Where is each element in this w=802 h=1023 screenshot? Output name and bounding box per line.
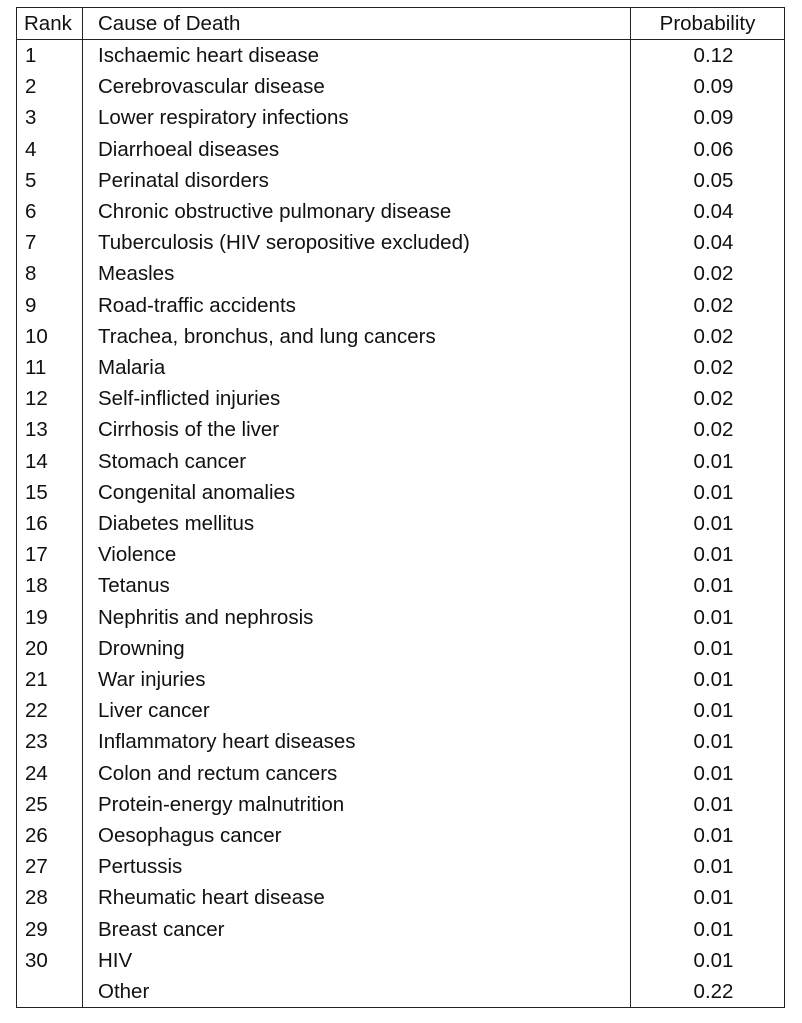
table-row	[17, 227, 785, 258]
probability-cell: 0.04	[631, 227, 785, 258]
cause-cell: Pertussis	[83, 851, 631, 882]
cause-cell: Measles	[83, 258, 631, 289]
cause-cell: Diabetes mellitus	[83, 508, 631, 539]
rank-cell: 19	[17, 602, 83, 633]
table-row	[17, 726, 785, 757]
probability-cell: 0.01	[631, 726, 785, 757]
table-row	[17, 321, 785, 352]
rank-cell: 18	[17, 570, 83, 601]
probability-cell: 0.02	[631, 383, 785, 414]
probability-cell: 0.01	[631, 602, 785, 633]
rank-cell: 3	[17, 102, 83, 133]
rank-cell: 29	[17, 914, 83, 945]
probability-cell: 0.01	[631, 695, 785, 726]
table-row	[17, 633, 785, 664]
cause-cell: Lower respiratory infections	[83, 102, 631, 133]
table-row	[17, 446, 785, 477]
rank-cell: 21	[17, 664, 83, 695]
table-row	[17, 976, 785, 1008]
cause-cell: Stomach cancer	[83, 446, 631, 477]
rank-cell: 28	[17, 882, 83, 913]
table-row	[17, 102, 785, 133]
table-row	[17, 352, 785, 383]
cause-cell: Oesophagus cancer	[83, 820, 631, 851]
rank-cell: 20	[17, 633, 83, 664]
rank-cell: 17	[17, 539, 83, 570]
rank-cell: 11	[17, 352, 83, 383]
probability-cell: 0.06	[631, 134, 785, 165]
table-body	[17, 40, 785, 1008]
rank-cell: 1	[17, 40, 83, 72]
table-row	[17, 664, 785, 695]
table-row	[17, 40, 785, 72]
rank-cell: 2	[17, 71, 83, 102]
table-row	[17, 477, 785, 508]
cause-cell: Drowning	[83, 633, 631, 664]
table-row	[17, 508, 785, 539]
probability-cell: 0.01	[631, 758, 785, 789]
cause-cell: Perinatal disorders	[83, 165, 631, 196]
probability-cell: 0.02	[631, 290, 785, 321]
column-header-cause: Cause of Death	[83, 8, 631, 40]
cause-cell: Nephritis and nephrosis	[83, 602, 631, 633]
cause-cell: Diarrhoeal diseases	[83, 134, 631, 165]
table-row	[17, 414, 785, 445]
cause-cell: Colon and rectum cancers	[83, 758, 631, 789]
probability-cell: 0.01	[631, 633, 785, 664]
rank-cell: 25	[17, 789, 83, 820]
cause-cell: Liver cancer	[83, 695, 631, 726]
probability-cell: 0.01	[631, 820, 785, 851]
probability-cell: 0.12	[631, 40, 785, 72]
table-row	[17, 165, 785, 196]
table-row	[17, 882, 785, 913]
rank-cell: 9	[17, 290, 83, 321]
probability-cell: 0.02	[631, 414, 785, 445]
cause-cell: Breast cancer	[83, 914, 631, 945]
cause-cell: Other	[83, 976, 631, 1008]
probability-cell: 0.01	[631, 664, 785, 695]
probability-cell: 0.02	[631, 258, 785, 289]
table-row	[17, 602, 785, 633]
rank-cell: 8	[17, 258, 83, 289]
cause-cell: Tetanus	[83, 570, 631, 601]
rank-cell: 26	[17, 820, 83, 851]
table-row	[17, 758, 785, 789]
rank-cell: 7	[17, 227, 83, 258]
rank-cell: 15	[17, 477, 83, 508]
cause-cell: Protein-energy malnutrition	[83, 789, 631, 820]
probability-cell: 0.01	[631, 539, 785, 570]
rank-cell: 6	[17, 196, 83, 227]
rank-cell: 5	[17, 165, 83, 196]
cause-cell: Malaria	[83, 352, 631, 383]
cause-cell: Violence	[83, 539, 631, 570]
probability-cell: 0.01	[631, 789, 785, 820]
table-row	[17, 134, 785, 165]
table-row	[17, 196, 785, 227]
table-header	[17, 8, 785, 40]
column-header-rank: Rank	[17, 8, 83, 40]
cause-cell: Tuberculosis (HIV seropositive excluded)	[83, 227, 631, 258]
header-row	[17, 8, 785, 40]
rank-cell: 13	[17, 414, 83, 445]
cause-cell: Congenital anomalies	[83, 477, 631, 508]
probability-cell: 0.09	[631, 71, 785, 102]
probability-cell: 0.01	[631, 914, 785, 945]
probability-cell: 0.01	[631, 570, 785, 601]
rank-cell: 23	[17, 726, 83, 757]
rank-cell: 27	[17, 851, 83, 882]
probability-cell: 0.01	[631, 508, 785, 539]
cause-cell: Self-inflicted injuries	[83, 383, 631, 414]
cause-cell: War injuries	[83, 664, 631, 695]
cause-cell: Rheumatic heart disease	[83, 882, 631, 913]
probability-cell: 0.01	[631, 446, 785, 477]
rank-cell: 30	[17, 945, 83, 976]
rank-cell: 16	[17, 508, 83, 539]
cause-cell: HIV	[83, 945, 631, 976]
table-row	[17, 851, 785, 882]
cause-cell: Trachea, bronchus, and lung cancers	[83, 321, 631, 352]
table-row	[17, 570, 785, 601]
probability-cell: 0.05	[631, 165, 785, 196]
table-row	[17, 914, 785, 945]
table-row	[17, 258, 785, 289]
probability-cell: 0.09	[631, 102, 785, 133]
probability-cell: 0.22	[631, 976, 785, 1008]
probability-cell: 0.02	[631, 352, 785, 383]
rank-cell: 14	[17, 446, 83, 477]
cause-cell: Chronic obstructive pulmonary disease	[83, 196, 631, 227]
table-row	[17, 71, 785, 102]
rank-cell: 22	[17, 695, 83, 726]
probability-cell: 0.02	[631, 321, 785, 352]
probability-cell: 0.01	[631, 851, 785, 882]
table-row	[17, 945, 785, 976]
rank-cell: 4	[17, 134, 83, 165]
probability-cell: 0.04	[631, 196, 785, 227]
cause-cell: Cerebrovascular disease	[83, 71, 631, 102]
table-row	[17, 789, 785, 820]
probability-cell: 0.01	[631, 945, 785, 976]
cause-cell: Road-traffic accidents	[83, 290, 631, 321]
table-row	[17, 695, 785, 726]
cause-cell: Cirrhosis of the liver	[83, 414, 631, 445]
causes-of-death-table	[16, 7, 785, 1008]
table-row	[17, 539, 785, 570]
rank-cell: 24	[17, 758, 83, 789]
cause-cell: Ischaemic heart disease	[83, 40, 631, 72]
probability-cell: 0.01	[631, 882, 785, 913]
rank-cell: 12	[17, 383, 83, 414]
table-row	[17, 290, 785, 321]
probability-cell: 0.01	[631, 477, 785, 508]
rank-cell: 10	[17, 321, 83, 352]
table-row	[17, 820, 785, 851]
cause-cell: Inflammatory heart diseases	[83, 726, 631, 757]
rank-cell	[17, 976, 83, 1008]
table-row	[17, 383, 785, 414]
column-header-probability: Probability	[631, 8, 785, 40]
